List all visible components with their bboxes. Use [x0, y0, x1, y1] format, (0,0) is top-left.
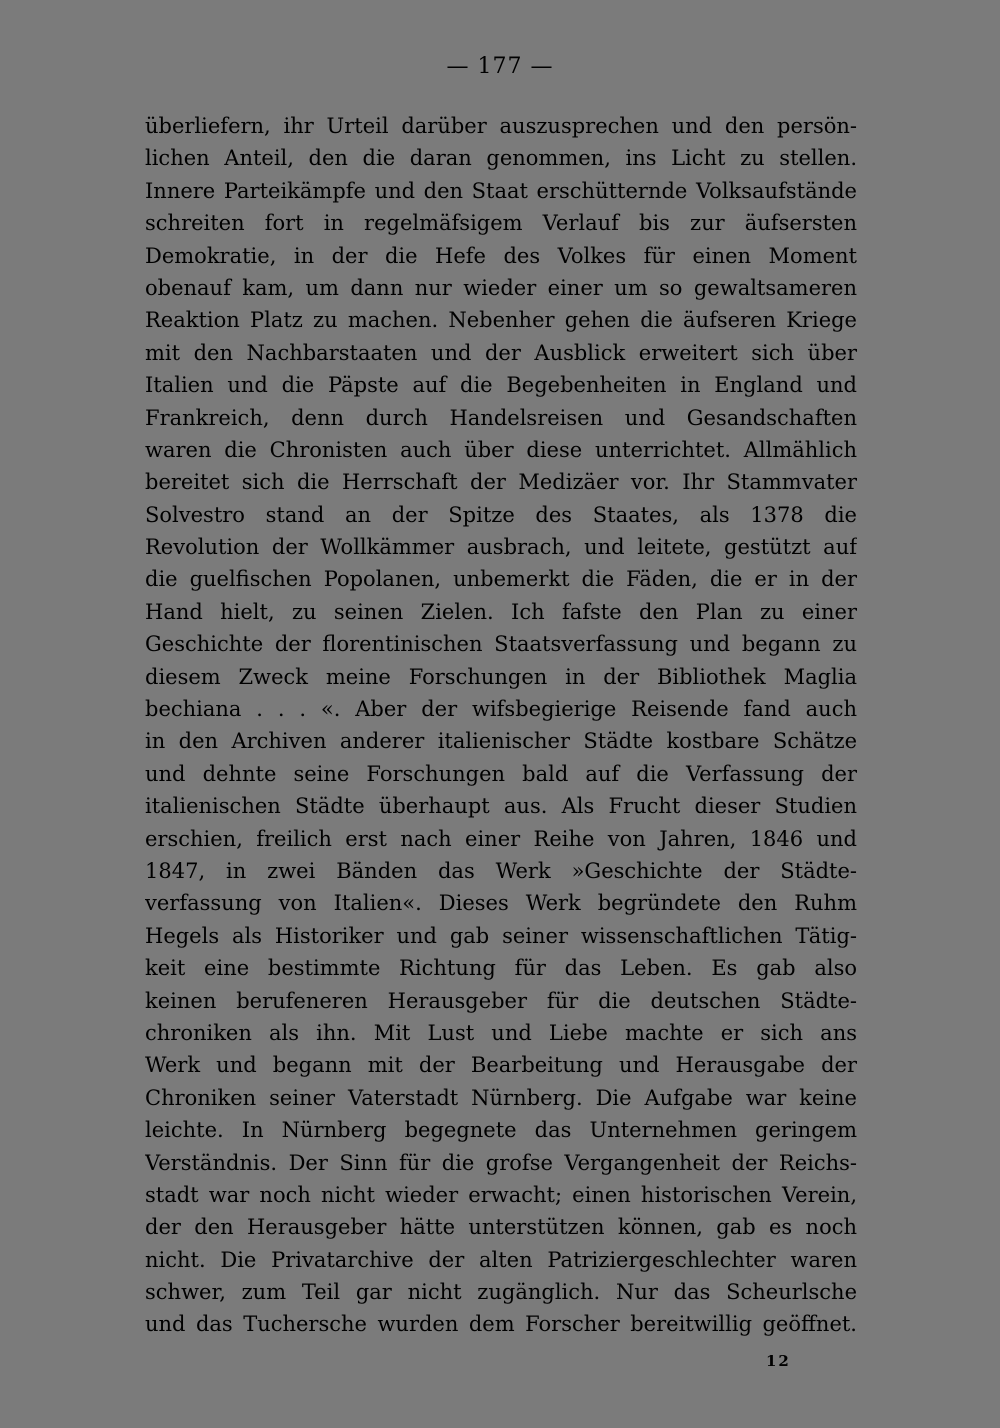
- text-line: Frankreich, denn durch Handelsreisen und Gesandschaften: [145, 405, 857, 430]
- printer-signature-mark: 12: [766, 1352, 791, 1370]
- text-line: verfassung von Italien«. Dieses Werk begründete den Ruhm: [145, 891, 857, 916]
- text-line: und dehnte seine Forschungen bald auf die Verfassung der: [145, 761, 857, 786]
- text-line: Innere Parteikämpfe und den Staat erschütternde Volksaufstände: [145, 178, 857, 203]
- text-line: Hand hielt, zu seinen Zielen. Ich fafste den Plan zu einer: [145, 599, 857, 624]
- text-line: leichte. In Nürnberg begegnete das Unternehmen geringem: [145, 1118, 857, 1143]
- text-line: der den Herausgeber hätte unterstützen können, gab es noch: [145, 1215, 857, 1240]
- text-line: chroniken als ihn. Mit Lust und Liebe machte er sich ans: [145, 1020, 857, 1045]
- text-line: obenauf kam, um dann nur wieder einer um so gewaltsameren: [145, 275, 857, 300]
- text-line: in den Archiven anderer italienischer Städte kostbare Schätze: [145, 729, 857, 754]
- text-line: schreiten fort in regelmäfsigem Verlauf bis zur äufsersten: [145, 211, 857, 236]
- text-line: Revolution der Wollkämmer ausbrach, und leitete, gestützt auf: [145, 535, 857, 560]
- text-line: keit eine bestimmte Richtung für das Leben. Es gab also: [145, 956, 857, 981]
- text-line: Italien und die Päpste auf die Begebenheiten in England und: [145, 373, 857, 398]
- text-line: Solvestro stand an der Spitze des Staates, als 1378 die: [145, 502, 857, 527]
- text-line: überliefern, ihr Urteil darüber auszusprechen und den persön-: [145, 114, 857, 138]
- text-line: Hegels als Historiker und gab seiner wissenschaftlichen Tätig-: [145, 923, 857, 948]
- text-line: stadt war noch nicht wieder erwacht; einen historischen Verein,: [145, 1182, 857, 1207]
- text-line: nicht. Die Privatarchive der alten Patriziergeschlechter waren: [145, 1247, 857, 1272]
- text-line: Demokratie, in der die Hefe des Volkes für einen Moment: [145, 243, 857, 268]
- text-line: bereitet sich die Herrschaft der Medizäer vor. Ihr Stammvater: [145, 470, 857, 495]
- text-line: diesem Zweck meine Forschungen in der Bibliothek Maglia: [145, 664, 857, 689]
- text-line: Geschichte der florentinischen Staatsverfassung und begann zu: [145, 632, 857, 657]
- text-line: schwer, zum Teil gar nicht zugänglich. Nur das Scheurlsche: [145, 1280, 857, 1305]
- text-line: lichen Anteil, den die daran genommen, ins Licht zu stellen.: [145, 146, 857, 171]
- text-line: Verständnis. Der Sinn für die grofse Vergangenheit der Reichs-: [145, 1150, 857, 1175]
- body-text: [145, 110, 857, 1341]
- text-line: 1847, in zwei Bänden das Werk »Geschichte der Städte-: [145, 858, 857, 883]
- page-number: — 177 —: [446, 54, 554, 79]
- text-line: bechiana . . . «. Aber der wifsbegierige Reisende fand auch: [145, 697, 857, 722]
- text-line: und das Tuchersche wurden dem Forscher bereitwillig geöffnet.: [145, 1312, 857, 1337]
- text-line: Reaktion Platz zu machen. Nebenher gehen die äufseren Kriege: [145, 308, 857, 333]
- text-line: Chroniken seiner Vaterstadt Nürnberg. Die Aufgabe war keine: [145, 1085, 857, 1110]
- text-line: die guelfischen Popolanen, unbemerkt die Fäden, die er in der: [145, 567, 857, 592]
- text-line: mit den Nachbarstaaten und der Ausblick erweitert sich über: [145, 340, 857, 365]
- text-line: erschien, freilich erst nach einer Reihe von Jahren, 1846 und: [145, 826, 857, 851]
- text-line: keinen berufeneren Herausgeber für die deutschen Städte-: [145, 988, 857, 1013]
- text-line: Werk und begann mit der Bearbeitung und Herausgabe der: [145, 1053, 857, 1078]
- text-line: italienischen Städte überhaupt aus. Als Frucht dieser Studien: [145, 794, 857, 819]
- text-line: waren die Chronisten auch über diese unterrichtet. Allmählich: [145, 437, 857, 462]
